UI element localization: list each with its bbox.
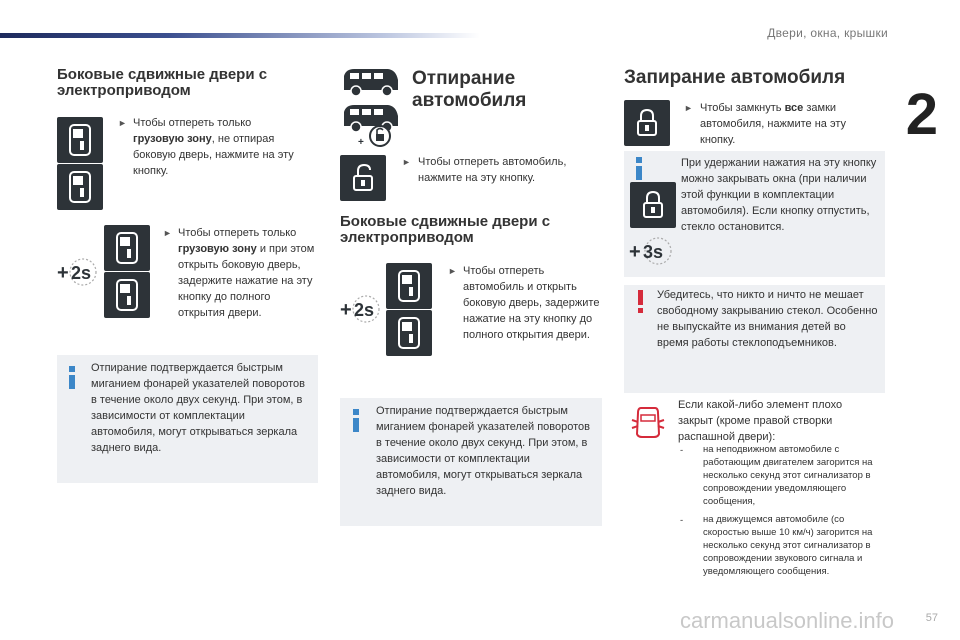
bullet-marker: ► — [448, 266, 457, 276]
col1-info-text: Отпирание подтверждается быстрым миганием фонарей указателей поворотов в течение около двух секунд. При этом, в зависимости от комплектации автомобиля, могут открываться зеркала заднего вида. — [91, 362, 306, 454]
info-icon — [635, 157, 643, 180]
timer-3s-icon — [628, 235, 674, 267]
col2-info-box — [340, 398, 602, 526]
info-icon — [352, 409, 360, 432]
cargo-door-open-button — [104, 225, 150, 271]
svg-text:2s: 2s — [71, 263, 92, 283]
section-title: Двери, окна, крышки — [767, 26, 888, 40]
col3-info-text: При удержании нажатия на эту кнопку можно закрывать окна (при наличии этой функции в комплектации автомобиля). Если кнопку отпустить, стекло остановится. — [681, 157, 877, 233]
svg-text:+: + — [57, 262, 69, 284]
col2-info-text: Отпирание подтверждается быстрым миганием фонарей указателей поворотов в течение около двух секунд. При этом, в зависимости от комплектации автомобиля, могут открываться зеркала заднего вида. — [376, 405, 591, 497]
col1-title: Боковые сдвижные двери с электроприводом — [57, 66, 268, 99]
warning-icon — [636, 290, 644, 313]
svg-text:3s: 3s — [643, 242, 664, 262]
door-open-warning-icon — [630, 404, 666, 440]
lock-button-hold — [630, 182, 676, 228]
col2-bullet1: Чтобы отпереть автомобиль, нажмите на эту кнопку. — [418, 156, 567, 184]
side-door-open-button-2 — [386, 310, 432, 356]
svg-text:+: + — [629, 241, 641, 263]
van-unlock-icon — [340, 100, 402, 148]
bullet-marker: ► — [684, 103, 693, 113]
col3-warning-box — [624, 285, 885, 393]
col2-subtitle: Боковые сдвижные двери с электроприводом — [340, 213, 551, 246]
cargo-door-unlock-button-2 — [57, 164, 103, 210]
sliding-door-icon — [104, 225, 150, 271]
side-door-open-button — [386, 263, 432, 309]
alert-item-1: на неподвижном автомобиле с работающим двигателем загорится на несколько секунд этот сигнализатор в сопровождении уведомляющего сообщения, — [703, 444, 873, 507]
header-bar — [0, 33, 480, 38]
sliding-door-icon — [57, 117, 103, 163]
lock-icon — [630, 182, 676, 228]
sliding-door-icon — [57, 164, 103, 210]
chapter-number: 2 — [905, 82, 938, 147]
bullet-marker: ► — [163, 228, 172, 238]
svg-text:+: + — [358, 137, 364, 148]
sliding-door-icon — [386, 263, 432, 309]
svg-text:+: + — [340, 299, 352, 321]
col1-info-box — [57, 355, 318, 483]
dash-marker: - — [680, 445, 684, 456]
cargo-door-open-button-2 — [104, 272, 150, 318]
col3-warning-text: Убедитесь, что никто и ничто не мешает свободному закрыванию стекол. Особенно не выпускайте из внимания детей во время работы стеклоподъемников. — [657, 289, 878, 349]
sliding-door-icon — [104, 272, 150, 318]
alert-item-2: на движущемся автомобиле (со скоростью выше 10 км/ч) загорится на несколько секунд этот сигнализатор в сопровождении звукового сигнала и уведомляющего сообщения. — [703, 514, 873, 577]
sliding-door-icon — [386, 310, 432, 356]
bullet-marker: ► — [118, 118, 127, 128]
unlock-icon — [340, 155, 386, 201]
bullet-marker: ► — [402, 157, 411, 167]
lock-icon — [624, 100, 670, 146]
cargo-door-unlock-button — [57, 117, 103, 163]
col1-bullet1: Чтобы отпереть только грузовую зону, не отпирая боковую дверь, нажмите на эту кнопку. — [133, 117, 294, 177]
col1-bullet2: Чтобы отпереть только грузовую зону и при этом открыть боковую дверь, задержите нажатие на эту кнопку до полного открытия двери. — [178, 227, 315, 319]
timer-2s-icon — [339, 293, 381, 325]
col3-info-box — [624, 151, 885, 277]
info-icon — [68, 366, 76, 389]
page-number: 57 — [925, 612, 938, 624]
lock-button — [624, 100, 670, 146]
col2-title: Отпирание автомобиля — [412, 68, 527, 111]
unlock-button — [340, 155, 386, 201]
dash-marker: - — [680, 515, 684, 526]
svg-text:2s: 2s — [354, 300, 375, 320]
col2-bullet2: Чтобы отпереть автомобиль и открыть боковую дверь, задержите нажатие на эту кнопку до полного открытия двери. — [463, 265, 600, 341]
timer-2s-icon — [56, 256, 98, 288]
van-icon — [340, 64, 402, 98]
col3-bullet1: Чтобы замкнуть все замки автомобиля, нажмите на эту кнопку. — [700, 102, 846, 146]
col3-title: Запирание автомобиля — [624, 67, 846, 88]
col3-alert-text: Если какой-либо элемент плохо закрыт (кроме правой створки распашной двери): — [678, 399, 843, 443]
watermark: carmanualsonline.info — [680, 608, 895, 633]
